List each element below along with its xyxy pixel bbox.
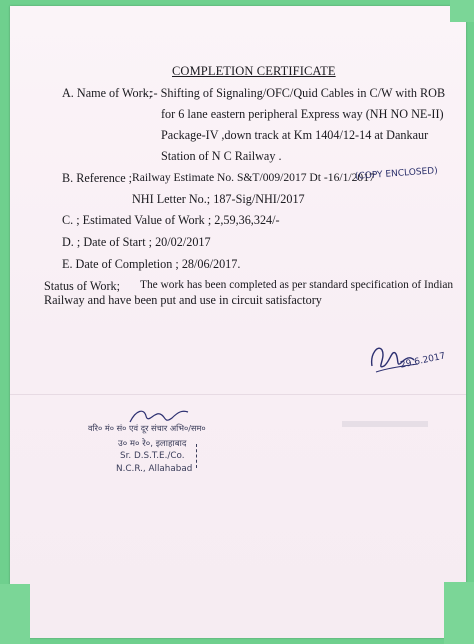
tape-bottom-left xyxy=(0,584,30,644)
name-of-work-line-2: for 6 lane eastern peripheral Express way (NH NO NE-II) xyxy=(161,107,444,121)
stamp-line-hindi-2: उ० म० रे०, इलाहाबाद xyxy=(118,439,187,449)
name-of-work-line-4: Station of N C Railway . xyxy=(161,149,282,163)
stamp-side-mark xyxy=(196,444,199,468)
certificate-title: COMPLETION CERTIFICATE xyxy=(172,64,336,78)
name-of-work-line-3: Package-IV ,down track at Km 1404/12-14 at Dankaur xyxy=(161,128,429,142)
faded-stamp-mark xyxy=(342,418,428,433)
estimated-value: C. ; Estimated Value of Work ; 2,59,36,324/- xyxy=(62,213,280,227)
name-of-work-line-1: - :- Shifting of Signaling/OFC/Quid Cables in C/W with ROB xyxy=(143,86,446,100)
tape-top-right xyxy=(450,0,474,22)
reference-label: B. Reference ; xyxy=(62,171,133,185)
status-label: Status of Work; xyxy=(44,279,120,293)
reference-line-2: NHI Letter No.; 187-Sig/NHI/2017 xyxy=(132,192,305,206)
signature-date: 29.6.2017 xyxy=(399,351,447,371)
stamp-line-hindi-1: वरि० मं० सं० एवं दूर संचार अभि०/सम० xyxy=(88,423,206,433)
date-of-completion: E. Date of Completion ; 28/06/2017. xyxy=(62,257,241,271)
stamp-line-location: N.C.R., Allahabad xyxy=(116,464,193,474)
stamp-line-designation: Sr. D.S.T.E./Co. xyxy=(120,451,185,461)
tape-bottom-right xyxy=(444,582,474,644)
copy-enclosed-note: (COPY ENCLOSED) xyxy=(354,166,439,182)
fold-crease xyxy=(10,394,466,395)
reference-line-1: Railway Estimate No. S&T/009/2017 Dt -16/1/2017 xyxy=(132,171,375,184)
date-of-start: D. ; Date of Start ; 20/02/2017 xyxy=(62,235,211,249)
name-of-work-label: A. Name of Work; xyxy=(62,86,153,100)
status-line-2: Railway and have been put and use in circuit satisfactory xyxy=(44,293,322,307)
status-line-1: The work has been completed as per standard specification of Indian xyxy=(140,279,454,291)
